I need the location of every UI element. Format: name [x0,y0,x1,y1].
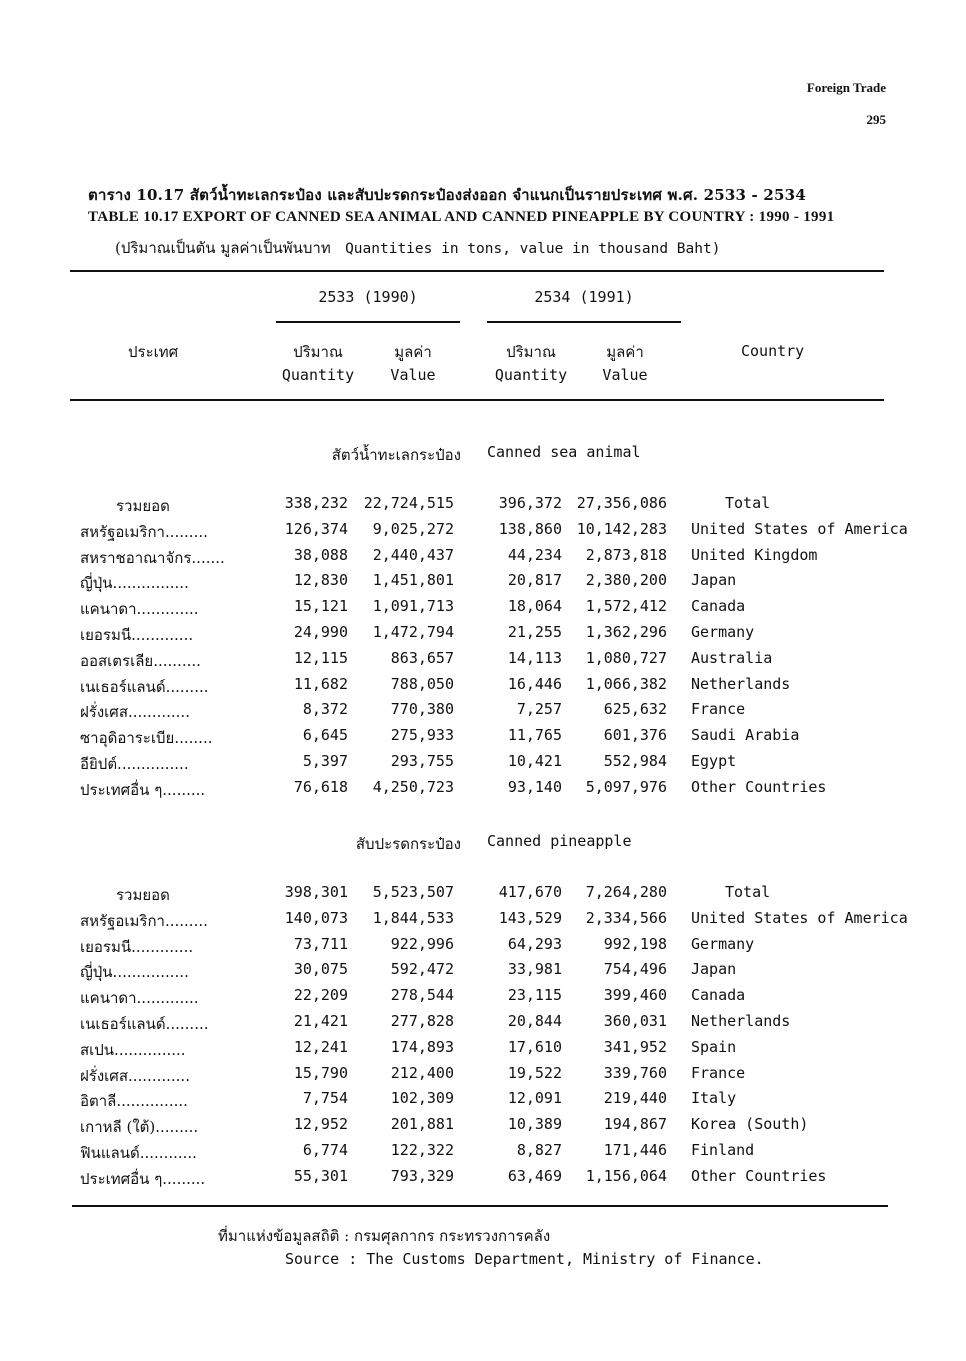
country-thai-cell: สหรัฐอเมริกา......... [80,522,208,541]
value-1990-cell: 122,322 [390,1141,454,1159]
quantity-1990-cell: 5,397 [302,752,348,770]
y2-quantity-thai-header: ปริมาณ [506,343,556,361]
quantity-1990-cell: 7,754 [302,1089,348,1108]
value-1990-cell: 770,380 [390,700,454,719]
value-1990-cell: 1,091,713 [372,597,454,616]
quantity-1990-cell: 15,121 [293,597,348,616]
country-english-cell: United States of America [691,908,908,927]
country-thai-cell: แคนาดา............. [80,989,199,1008]
table-row [0,1089,966,1115]
value-1990-cell: 793,329 [390,1166,454,1185]
country-thai-cell: อียิปต์............... [80,755,189,773]
quantity-1990-cell: 6,774 [302,1141,348,1159]
quantity-1990-cell: 22,209 [293,986,348,1005]
quantity-1991-cell: 64,293 [507,934,562,953]
quantity-1990-cell: 398,301 [284,883,348,901]
country-thai-cell: ประเทศอื่น ๆ......... [80,780,206,799]
value-1990-cell: 922,996 [390,934,454,953]
country-thai-cell: อิตาลี............... [80,1092,188,1111]
table-row [0,1167,966,1193]
quantity-1991-cell: 10,389 [507,1115,562,1134]
table-row [0,571,966,597]
table-row [0,1012,966,1038]
quantity-1991-cell: 63,469 [507,1166,562,1185]
y2-value-thai-header: มูลค่า [606,343,644,361]
value-1990-cell: 5,523,507 [372,883,454,901]
value-1990-cell: 201,881 [390,1115,454,1134]
table-row [0,726,966,752]
table-row [0,1038,966,1064]
quantity-1990-cell: 73,711 [293,934,348,953]
total-row [0,883,966,909]
year1-header: 2533 (1990) [318,288,418,306]
quantity-1990-cell: 140,073 [284,908,348,927]
quantity-1990-cell: 15,790 [293,1063,348,1082]
country-english-cell: France [691,700,746,719]
quantity-1991-cell: 138,860 [498,519,562,538]
running-header: Foreign Trade [806,80,886,95]
table-row [0,752,966,778]
value-1990-cell: 22,724,515 [363,494,454,512]
country-english-cell: Netherlands [691,1012,791,1030]
quantity-1991-cell: 17,610 [507,1037,562,1056]
country-thai-cell: เยอรมนี............. [80,626,194,644]
country-english-cell: Japan [691,571,737,590]
value-1991-cell: 7,264,280 [585,883,667,901]
country-thai-cell: ฟินแลนด์............ [80,1144,197,1162]
country-english-cell: Finland [691,1141,755,1159]
value-1991-cell: 1,156,064 [585,1166,667,1185]
country-english-cell: Spain [691,1037,737,1056]
country-thai-cell: เนเธอร์แลนด์......... [80,677,209,696]
country-english-cell: Italy [691,1089,737,1108]
country-english-cell: Germany [691,623,755,641]
value-1990-cell: 102,309 [390,1089,454,1108]
value-1991-cell: 754,496 [603,960,667,979]
country-english-cell: Saudi Arabia [691,726,800,745]
quantity-1990-cell: 11,682 [293,674,348,693]
table-row [0,1141,966,1167]
value-1990-cell: 788,050 [390,674,454,693]
quantity-1991-cell: 44,234 [507,545,562,564]
value-1990-cell: 1,844,533 [372,908,454,927]
value-1990-cell: 212,400 [390,1063,454,1082]
value-1991-cell: 194,867 [603,1115,667,1134]
table-row [0,960,966,986]
country-thai-header: ประเทศ [128,343,179,361]
country-thai-cell: เยอรมนี............. [80,937,194,956]
table-title-english: TABLE 10.17 EXPORT OF CANNED SEA ANIMAL AND CANNED PINEAPPLE BY COUNTRY : 1990 - 1991 [88,209,835,225]
value-1991-cell: 992,198 [603,934,667,953]
quantity-1991-cell: 33,981 [507,960,562,979]
quantity-1990-cell: 12,952 [293,1115,348,1134]
country-english-cell: Japan [691,960,737,979]
country-thai-cell: ประเทศอื่น ๆ......... [80,1169,206,1188]
quantity-1991-cell: 23,115 [507,986,562,1005]
value-1991-cell: 601,376 [603,726,667,745]
value-1990-cell: 1,472,794 [372,623,454,641]
value-1991-cell: 219,440 [603,1089,667,1108]
country-thai-cell: สหรัฐอเมริกา......... [80,911,208,930]
value-1991-cell: 27,356,086 [576,494,667,512]
value-1990-cell: 863,657 [390,648,454,667]
country-thai-cell: ญี่ปุ่น................ [80,963,189,982]
total-row [0,494,966,520]
table-row [0,778,966,804]
table-unit-note [115,236,720,260]
value-1991-cell: 1,572,412 [585,597,667,616]
quantity-1990-cell: 38,088 [293,545,348,564]
year1-rule [276,321,460,323]
table-row [0,546,966,572]
country-english-cell: United Kingdom [691,545,818,564]
source-note-thai: ที่มาแห่งข้อมูลสถิติ : กรมศุลกากร กระทรวงการคลัง [218,1227,551,1245]
country-thai-cell: ฝรั่งเศส............. [80,703,190,722]
country-english-cell: Korea (South) [691,1115,809,1134]
top-rule [70,270,884,272]
value-1991-cell: 399,460 [603,986,667,1005]
quantity-1990-cell: 21,421 [293,1012,348,1030]
value-1991-cell: 360,031 [603,1012,667,1030]
unit-note-thai: (ปริมาณเป็นตัน มูลค่าเป็นพันบาท [115,239,331,257]
country-english-cell: Australia [691,648,773,667]
country-english-cell: Canada [691,986,746,1005]
country-english-cell: Egypt [691,752,737,770]
table-row [0,700,966,726]
quantity-1991-cell: 11,765 [507,726,562,745]
source-note-english: Source : The Customs Department, Ministry of Finance. [285,1250,764,1268]
country-english-cell: France [691,1063,746,1082]
y1-quantity-thai-header: ปริมาณ [293,343,343,361]
page-number: 295 [866,112,886,127]
quantity-1991-cell: 8,827 [516,1141,562,1159]
country-thai-cell: สเปน............... [80,1040,186,1059]
value-1990-cell: 174,893 [390,1037,454,1056]
quantity-1990-cell: 24,990 [293,623,348,641]
table-row [0,1115,966,1141]
quantity-1990-cell: 8,372 [302,700,348,719]
year2-rule [487,321,681,323]
y1-quantity-en-header: Quantity [281,366,355,384]
quantity-1990-cell: 6,645 [302,726,348,745]
quantity-1990-cell: 12,115 [293,648,348,667]
table-row [0,597,966,623]
quantity-1991-cell: 7,257 [516,700,562,719]
country-thai-cell: รวมยอด [116,886,170,904]
table-row [0,1064,966,1090]
quantity-1991-cell: 93,140 [507,777,562,796]
country-english-cell: Total [725,883,771,901]
country-english-cell: Netherlands [691,674,791,693]
y1-value-en-header: Value [390,366,436,384]
country-thai-cell: ซาอุดิอาระเบีย........ [80,729,213,748]
value-1991-cell: 2,334,566 [585,908,667,927]
value-1991-cell: 339,760 [603,1063,667,1082]
y2-quantity-en-header: Quantity [494,366,568,384]
year2-header: 2534 (1991) [534,288,634,306]
quantity-1991-cell: 18,064 [507,597,562,616]
value-1991-cell: 552,984 [603,752,667,770]
unit-note-english: Quantities in tons, value in thousand Baht) [345,241,721,257]
quantity-1991-cell: 20,844 [507,1012,562,1030]
value-1991-cell: 1,362,296 [585,623,667,641]
value-1991-cell: 1,066,382 [585,674,667,693]
country-english-cell: Total [725,494,771,512]
value-1991-cell: 341,952 [603,1037,667,1056]
table-row [0,520,966,546]
quantity-1990-cell: 12,830 [293,571,348,590]
value-1990-cell: 1,451,801 [372,571,454,590]
quantity-1990-cell: 126,374 [284,519,348,538]
country-thai-cell: เนเธอร์แลนด์......... [80,1015,209,1033]
value-1990-cell: 278,544 [390,986,454,1005]
quantity-1991-cell: 21,255 [507,623,562,641]
quantity-1990-cell: 338,232 [284,494,348,512]
value-1991-cell: 2,380,200 [585,571,667,590]
table-row [0,623,966,649]
quantity-1991-cell: 19,522 [507,1063,562,1082]
value-1990-cell: 277,828 [390,1012,454,1030]
bottom-rule [72,1205,888,1207]
quantity-1991-cell: 417,670 [498,883,562,901]
quantity-1990-cell: 30,075 [293,960,348,979]
quantity-1990-cell: 76,618 [293,777,348,796]
country-thai-cell: สหราชอาณาจักร....... [80,548,225,567]
table-row [0,986,966,1012]
y2-value-en-header: Value [602,366,648,384]
country-en-header: Country [741,342,805,360]
quantity-1991-cell: 10,421 [507,752,562,770]
country-thai-cell: รวมยอด [116,497,170,515]
table-title-thai: ตาราง 10.17 สัตว์น้ำทะเลกระป๋อง และสับปะรดกระป๋องส่งออก จำแนกเป็นรายประเทศ พ.ศ. 2533 - 2534 [88,186,806,204]
section-title-english: Canned pineapple [487,832,632,850]
table-row [0,909,966,935]
value-1991-cell: 2,873,818 [585,545,667,564]
quantity-1991-cell: 14,113 [507,648,562,667]
value-1990-cell: 4,250,723 [372,777,454,796]
value-1991-cell: 5,097,976 [585,777,667,796]
section-title-english: Canned sea animal [487,443,641,461]
country-english-cell: United States of America [691,519,908,538]
value-1991-cell: 10,142,283 [576,519,667,538]
country-thai-cell: เกาหลี (ใต้)......... [80,1118,199,1137]
country-english-cell: Other Countries [691,1166,827,1185]
country-english-cell: Germany [691,934,755,953]
table-row [0,675,966,701]
value-1991-cell: 1,080,727 [585,648,667,667]
quantity-1991-cell: 20,817 [507,571,562,590]
section-title-thai: สัตว์น้ำทะเลกระป๋อง [331,446,461,464]
table-row [0,935,966,961]
country-thai-cell: ญี่ปุ่น................ [80,574,189,593]
value-1991-cell: 171,446 [603,1141,667,1159]
value-1990-cell: 275,933 [390,726,454,745]
header-bottom-rule [70,399,884,401]
quantity-1991-cell: 16,446 [507,674,562,693]
table-row [0,649,966,675]
quantity-1991-cell: 12,091 [507,1089,562,1108]
country-thai-cell: แคนาดา............. [80,600,199,619]
country-english-cell: Other Countries [691,777,827,796]
country-thai-cell: ออสเตรเลีย.......... [80,651,201,670]
value-1991-cell: 625,632 [603,700,667,719]
quantity-1991-cell: 143,529 [498,908,562,927]
value-1990-cell: 9,025,272 [372,519,454,538]
value-1990-cell: 592,472 [390,960,454,979]
quantity-1991-cell: 396,372 [498,494,562,512]
quantity-1990-cell: 12,241 [293,1037,348,1056]
y1-value-thai-header: มูลค่า [394,343,432,361]
value-1990-cell: 2,440,437 [372,545,454,564]
quantity-1990-cell: 55,301 [293,1166,348,1185]
section-title-thai: สับปะรดกระป๋อง [355,835,461,853]
value-1990-cell: 293,755 [390,752,454,770]
country-thai-cell: ฝรั่งเศส............. [80,1066,190,1085]
country-english-cell: Canada [691,597,746,616]
